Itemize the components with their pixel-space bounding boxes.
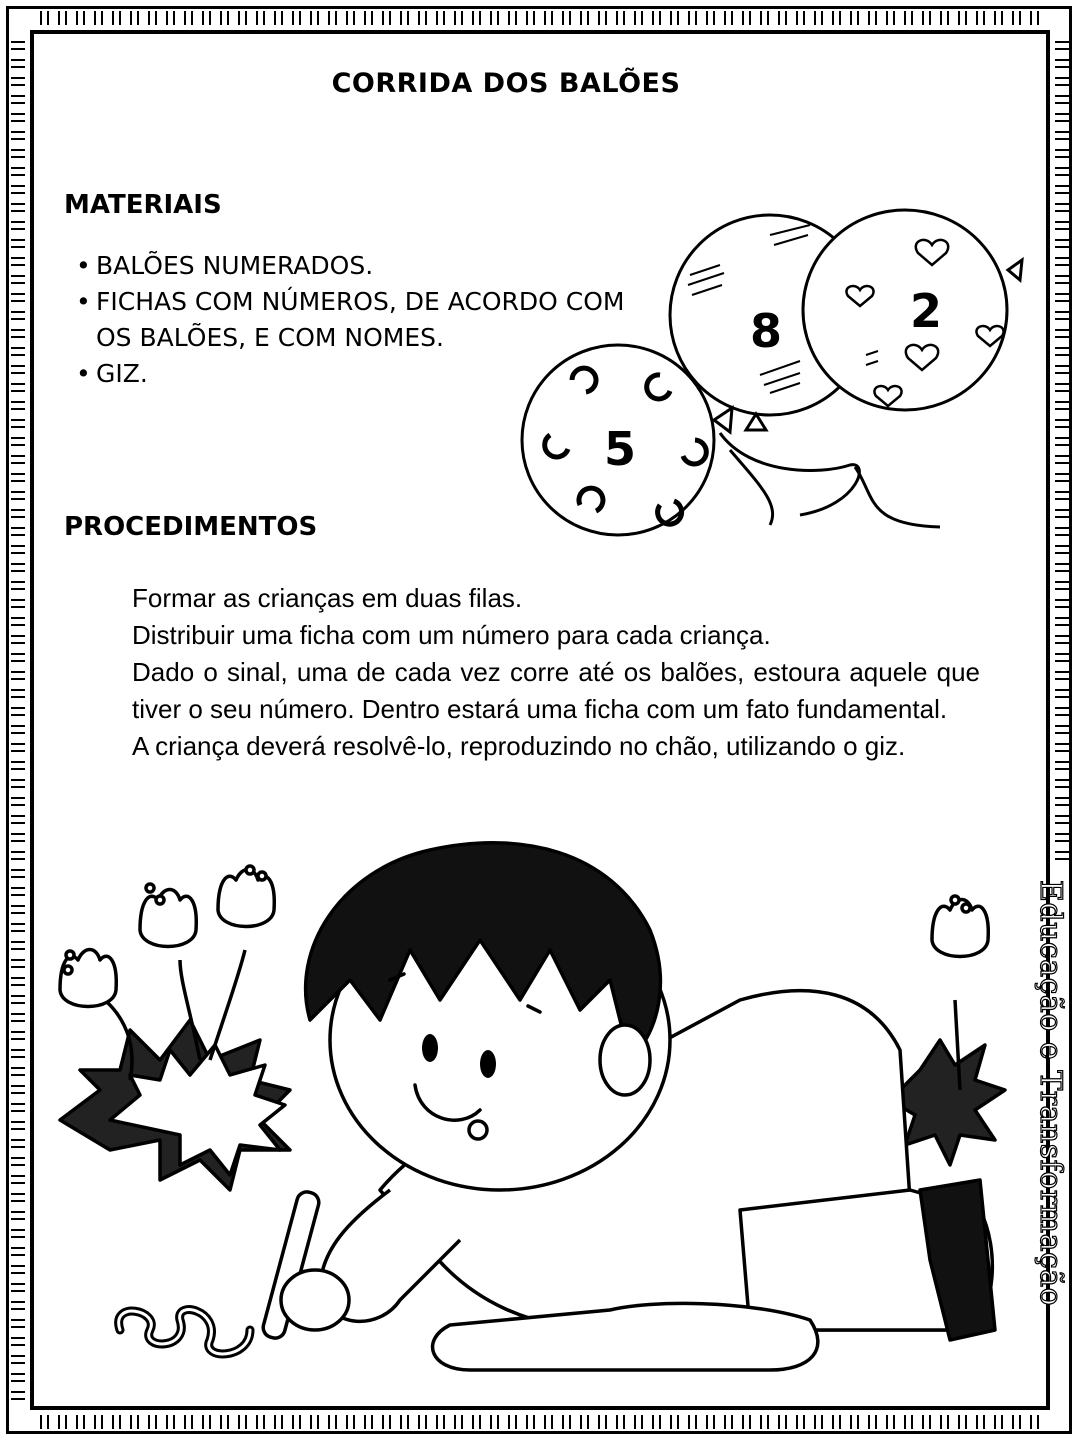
materials-heading: MATERIAIS (64, 190, 222, 220)
tulip-icon (140, 890, 196, 947)
balloon-5-label: 5 (603, 422, 637, 476)
chalk-scribble (119, 1310, 250, 1354)
eye-icon (422, 1034, 438, 1062)
materials-item: • GIZ. (74, 356, 634, 392)
materials-item: • BALÕES NUMERADOS. (74, 248, 634, 284)
page-title: CORRIDA DOS BALÕES (331, 68, 681, 99)
balloons-illustration (520, 205, 1030, 545)
procedures-heading: PROCEDIMENTOS (64, 512, 318, 542)
balloon-8-label: 8 (749, 304, 783, 358)
procedure-step: Distribuir uma ficha com um número para cada criança. (132, 620, 771, 650)
border-stripes-left (11, 40, 25, 1400)
procedure-step: Formar as crianças em duas filas. (132, 583, 523, 613)
watermark (1033, 880, 1076, 1340)
balloon-2-label: 2 (909, 284, 943, 338)
materials-item: • FICHAS COM NÚMEROS, DE ACORDO COM OS BALÕES, E COM NOMES. (74, 284, 634, 356)
balloon-2-icon (803, 210, 1007, 410)
tulip-icon (932, 900, 988, 957)
eye-icon (480, 1050, 496, 1078)
border-stripes-top (40, 11, 1040, 25)
procedure-step: Dado o sinal, uma de cada vez corre até os balões, estoura aquele que tiver o seu número. Dentro estará uma ficha com um fato fundamental. (132, 657, 980, 724)
child-drawing-illustration (50, 830, 1010, 1390)
procedures-text (132, 580, 980, 765)
border-stripes-right (1055, 40, 1069, 860)
procedure-step: A criança deverá resolvê-lo, reproduzindo no chão, utilizando o giz. (132, 731, 906, 761)
border-stripes-bottom (40, 1415, 1040, 1429)
watermark-text: Educação e Transformação (1033, 880, 1068, 1307)
